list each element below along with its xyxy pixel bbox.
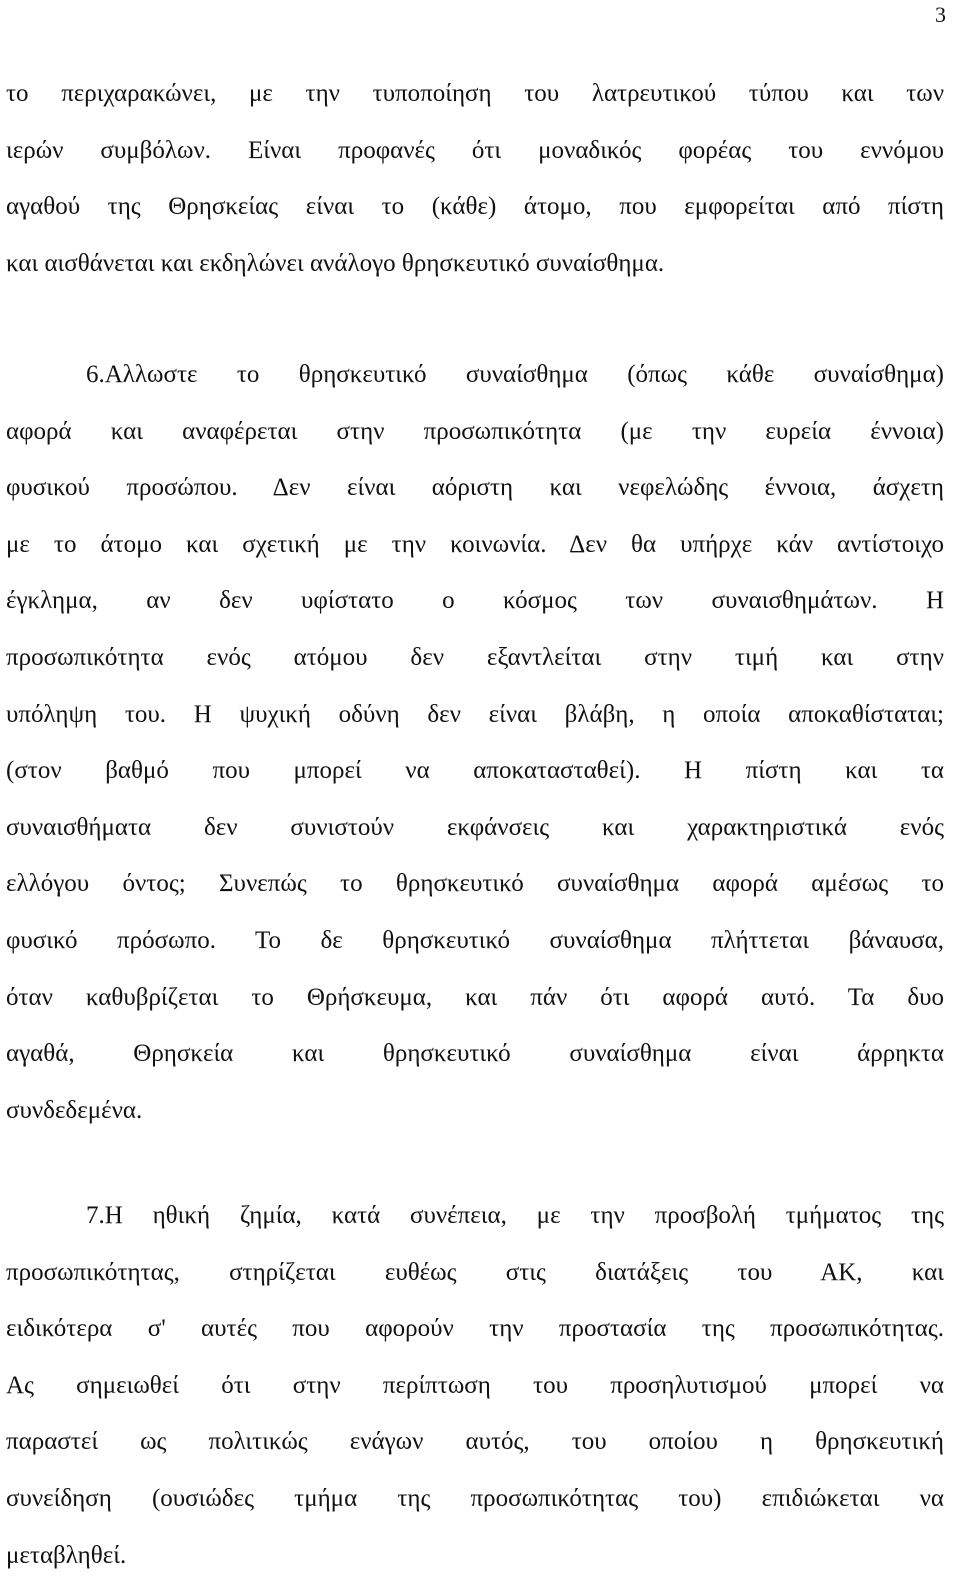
text-line: αγαθού της Θρησκείας είναι το (κάθε) άτομο, που εμφορείται από πίστη [6,193,944,221]
text-line: με το άτομο και σχετική με την κοινωνία. Δεν θα υπήρχε κάν αντίστοιχο [6,530,944,558]
text-line: φυσικό πρόσωπο. Το δε θρησκευτικό συναίσθημα πλήττεται βάναυσα, [6,926,944,954]
text-line: ειδικότερα σ' αυτές που αφορούν την προστασία της προσωπικότητας. [6,1315,944,1343]
text-line: ιερών συμβόλων. Είναι προφανές ότι μοναδικός φορέας του εννόμου [6,136,944,164]
text-line: Ας σημειωθεί ότι στην περίπτωση του προσηλυτισμού μπορεί να [6,1371,944,1399]
text-line: μεταβληθεί. [6,1541,127,1569]
text-line: συνείδηση (ουσιώδες τμήμα της προσωπικότητας του) επιδιώκεται να [6,1484,944,1512]
text-line: (στον βαθμό που μπορεί να αποκατασταθεί). Η πίστη και τα [6,757,944,785]
text-line: αγαθά, Θρησκεία και θρησκευτικό συναίσθημα είναι άρρηκτα [6,1040,944,1068]
text-line: φυσικού προσώπου. Δεν είναι αόριστη και νεφελώδης έννοια, άσχετη [6,474,944,502]
text-line: έγκλημα, αν δεν υφίστατο ο κόσμος των συναισθημάτων. Η [6,587,944,615]
text-line: προσωπικότητα ενός ατόμου δεν εξαντλείται στην τιμή και στην [6,643,944,671]
text-line: 6.Αλλωστε το θρησκευτικό συναίσθημα (όπως κάθε συναίσθημα) [86,361,944,388]
paragraph-2 [6,347,944,1139]
text-line: και αισθάνεται και εκδηλώνει ανάλογο θρησκευτικό συναίσθημα. [6,249,665,277]
paragraph-1 [6,66,944,292]
text-line: αφορά και αναφέρεται στην προσωπικότητα (με την ευρεία έννοια) [6,417,944,445]
text-line: 7.Η ηθική ζημία, κατά συνέπεια, με την προσβολή τμήματος της [86,1202,944,1229]
text-line: ελλόγου όντος; Συνεπώς το θρησκευτικό συναίσθημα αφορά αμέσως το [6,870,944,898]
text-line: συναισθήματα δεν συνιστούν εκφάνσεις και χαρακτηριστικά ενός [6,813,944,841]
text-line: όταν καθυβρίζεται το Θρήσκευμα, και πάν ότι αφορά αυτό. Τα δυο [6,983,944,1011]
text-line: προσωπικότητας, στηρίζεται ευθέως στις διατάξεις του ΑΚ, και [6,1258,944,1286]
text-line: συνδεδεμένα. [6,1096,143,1124]
text-line: παραστεί ως πολιτικώς ενάγων αυτός, του οποίου η θρησκευτική [6,1428,944,1456]
text-line: υπόληψη του. Η ψυχική οδύνη δεν είναι βλάβη, η οποία αποκαθίσταται; [6,700,944,728]
text-line: το περιχαρακώνει, με την τυποποίηση του λατρευτικού τύπου και των [6,80,944,107]
paragraph-3 [6,1188,944,1584]
page-number: 3 [935,2,946,27]
